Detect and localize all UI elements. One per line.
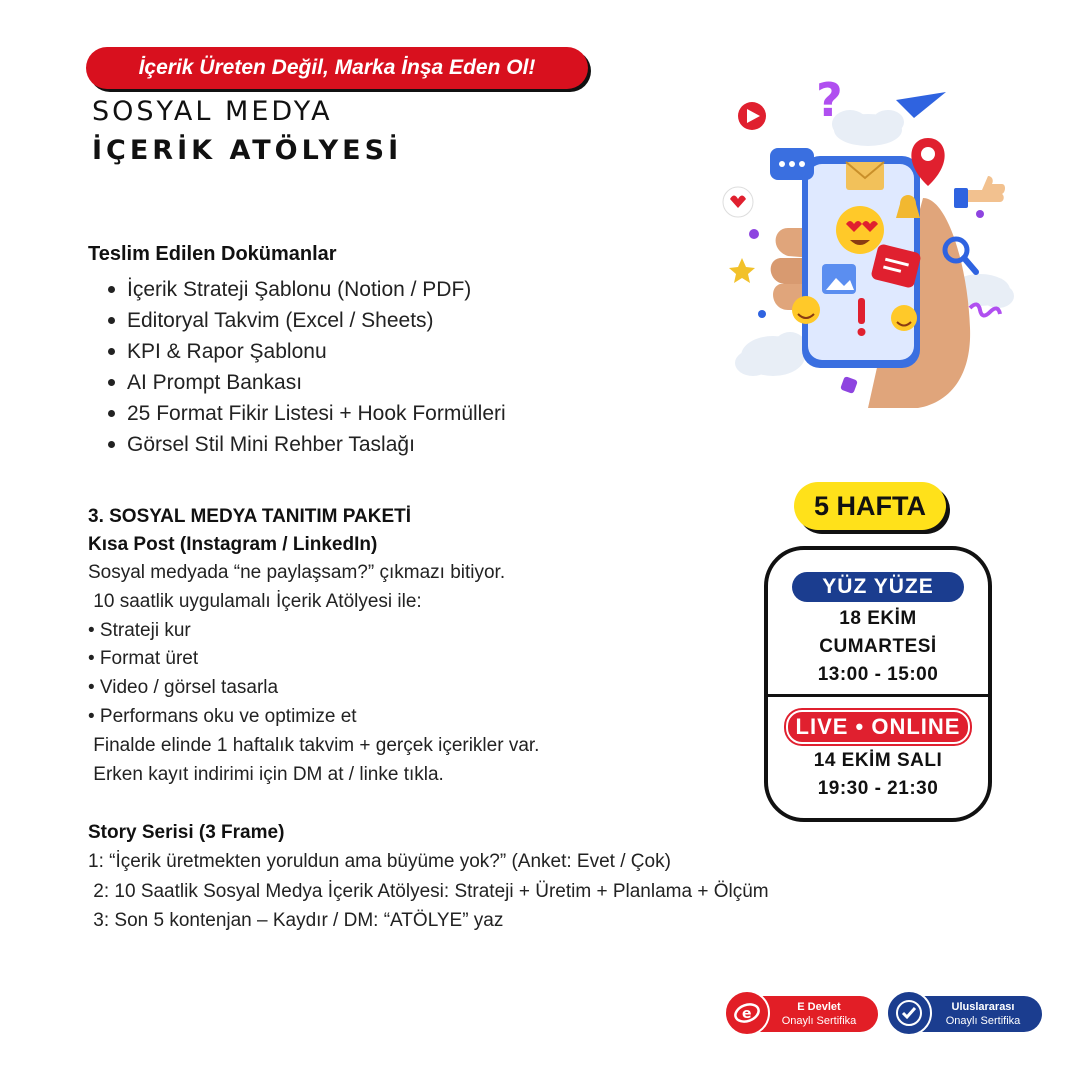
promo-heading: 3. SOSYAL MEDYA TANITIM PAKETİ — [88, 506, 412, 527]
social-media-phone-illustration — [718, 78, 1024, 408]
cloud-icon — [832, 110, 904, 146]
promo-line: • Performans oku ve optimize et — [88, 705, 357, 727]
list-item-label: AI Prompt Bankası — [127, 371, 303, 394]
story-line: 3: Son 5 kontenjan – Kaydır / DM: “ATÖLYE” yaz — [88, 910, 504, 931]
documents-heading: Teslim Edilen Dokümanlar — [88, 243, 337, 265]
list-item — [108, 429, 506, 460]
question-mark-icon: ? — [816, 78, 843, 127]
bullet-icon — [108, 286, 115, 293]
exclamation-icon — [858, 298, 866, 336]
image-icon — [822, 264, 856, 294]
envelope-icon — [846, 162, 884, 190]
international-title: Uluslararası — [951, 1001, 1015, 1013]
story-line: 1: “İçerik üretmekten yoruldun ama büyüme yok?” (Anket: Evet / Çok) — [88, 851, 671, 872]
story-line: 2: 10 Saatlik Sosyal Medya İçerik Atölyesi: Strateji + Üretim + Planlama + Ölçüm — [88, 880, 769, 902]
card-divider — [768, 694, 988, 697]
svg-text:e: e — [742, 1006, 752, 1022]
list-item — [108, 336, 506, 367]
face-to-face-date: 18 EKİM — [839, 608, 917, 629]
bullet-icon — [108, 441, 115, 448]
story-heading: Story Serisi (3 Frame) — [88, 822, 285, 843]
edevlet-title: E Devlet — [797, 1001, 841, 1013]
promo-line: 10 saatlik uygulamalı İçerik Atölyesi ile: — [88, 590, 422, 612]
smile-emoji-icon — [792, 296, 820, 324]
promo-line: Erken kayıt indirimi için DM at / linke tıkla. — [88, 763, 444, 785]
edevlet-certificate-badge — [738, 996, 878, 1032]
face-to-face-day: CUMARTESİ — [819, 636, 937, 657]
promo-line: Finalde elinde 1 haftalık takvim + gerçek içerikler var. — [88, 734, 540, 756]
schedule-card — [764, 546, 992, 822]
edevlet-subtitle: Onaylı Sertifika — [781, 1015, 857, 1027]
international-subtitle: Onaylı Sertifika — [945, 1015, 1021, 1027]
online-date: 14 EKİM SALI — [813, 750, 943, 771]
checkmark-icon — [886, 990, 932, 1036]
face-to-face-label: YÜZ YÜZE — [792, 572, 964, 602]
promo-line: • Strateji kur — [88, 619, 191, 641]
heart-eyes-emoji-icon — [836, 206, 884, 254]
duration-badge: 5 HAFTA — [794, 482, 946, 530]
bullet-icon — [108, 317, 115, 324]
page-title: İÇERİK ATÖLYESİ — [92, 135, 403, 166]
heart-icon — [723, 187, 753, 217]
list-item-label: 25 Format Fikir Listesi + Hook Formülleri — [127, 402, 506, 425]
promo-line: • Video / görsel tasarla — [88, 677, 279, 699]
bullet-icon — [108, 379, 115, 386]
tagline-banner: İçerik Üreten Değil, Marka İnşa Eden Ol! — [86, 47, 588, 89]
edevlet-logo-icon — [724, 990, 770, 1036]
cube-icon — [840, 376, 858, 394]
story-section — [88, 819, 769, 936]
promo-line: • Format üret — [88, 648, 199, 670]
face-to-face-time: 13:00 - 15:00 — [817, 664, 939, 685]
bullet-icon — [108, 348, 115, 355]
star-icon — [729, 258, 755, 283]
list-item-label: Editoryal Takvim (Excel / Sheets) — [127, 309, 434, 332]
online-label: LIVE • ONLINE — [786, 710, 970, 744]
paper-plane-icon — [896, 92, 946, 118]
list-item — [108, 398, 506, 429]
documents-list — [108, 274, 506, 460]
online-time: 19:30 - 21:30 — [817, 778, 939, 799]
international-certificate-badge — [902, 996, 1042, 1032]
blush-emoji-icon — [891, 305, 917, 331]
bullet-icon — [108, 410, 115, 417]
promo-section — [88, 503, 539, 789]
list-item — [108, 305, 506, 336]
cloud-icon — [735, 332, 806, 376]
title-line-1: SOSYAL MEDYA — [92, 96, 333, 127]
chat-bubble-icon — [770, 148, 814, 180]
thumbs-up-icon — [954, 176, 1005, 208]
list-item — [108, 367, 506, 398]
play-button-icon — [738, 102, 766, 130]
list-item-label: KPI & Rapor Şablonu — [127, 340, 327, 363]
list-item — [108, 274, 506, 305]
promo-subheading: Kısa Post (Instagram / LinkedIn) — [88, 534, 378, 555]
list-item-label: Görsel Stil Mini Rehber Taslağı — [127, 433, 415, 456]
promo-line: Sosyal medyada “ne paylaşsam?” çıkmazı bitiyor. — [88, 562, 506, 583]
list-item-label: İçerik Strateji Şablonu (Notion / PDF) — [127, 278, 472, 301]
